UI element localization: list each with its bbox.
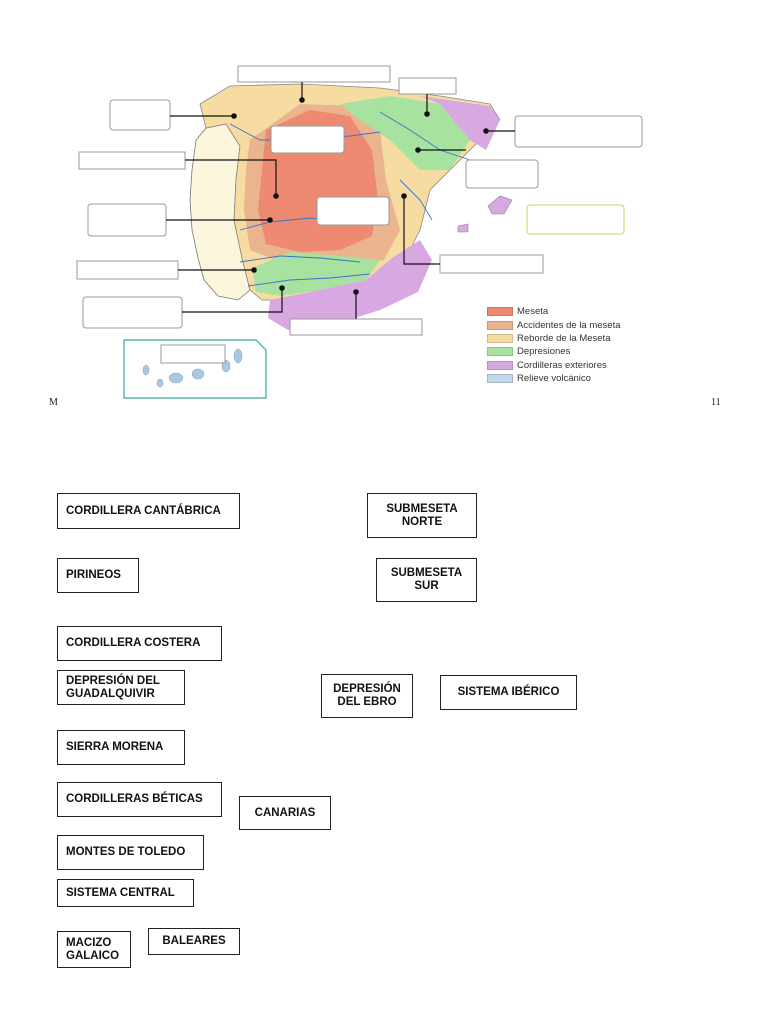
card-pirineos[interactable]	[57, 558, 139, 593]
card-text: SIERRA MORENA	[66, 741, 164, 753]
card-text: SISTEMA CENTRAL	[66, 886, 175, 899]
legend-label: Cordilleras exteriores	[517, 359, 607, 371]
card-sierra-morena[interactable]	[57, 730, 185, 765]
legend-item-meseta	[487, 305, 621, 318]
legend-swatch	[487, 347, 513, 356]
card-text: SUBMESETA SUR	[390, 567, 463, 592]
card-text: SISTEMA IBÉRICO	[457, 686, 560, 698]
card-canarias[interactable]	[239, 796, 331, 830]
card-sistema-central[interactable]	[57, 879, 194, 907]
card-text: PIRINEOS	[66, 569, 121, 581]
legend-swatch	[487, 361, 513, 370]
card-sistema-iberico[interactable]	[440, 675, 577, 710]
card-baleares[interactable]	[148, 928, 240, 955]
card-text: MONTES DE TOLEDO	[66, 846, 186, 858]
legend-label: Accidentes de la meseta	[517, 319, 621, 331]
card-submeseta-sur[interactable]	[376, 558, 477, 602]
card-text: BALEARES	[162, 935, 226, 947]
card-submeseta-norte[interactable]	[367, 493, 477, 538]
legend-label: Reborde de la Meseta	[517, 332, 611, 344]
card-montes-toledo[interactable]	[57, 835, 204, 870]
card-cordilleras-beticas[interactable]	[57, 782, 222, 817]
legend-label: Meseta	[517, 306, 549, 318]
card-text: CANARIAS	[254, 806, 316, 819]
card-text: MACIZO GALAICO	[66, 936, 120, 962]
legend-label: Depresiones	[517, 346, 571, 358]
page-mark-left: M	[49, 397, 58, 408]
card-text: SUBMESETA NORTE	[386, 502, 458, 528]
legend-label: Relieve volcánico	[517, 373, 591, 385]
legend-swatch	[487, 334, 513, 343]
card-text: CORDILLERA CANTÁBRICA	[66, 504, 221, 517]
card-macizo-galaico[interactable]	[57, 931, 131, 968]
card-text: DEPRESIÓN DEL GUADALQUIVIR	[66, 674, 160, 700]
iberian-relief-map	[0, 0, 768, 410]
card-cordillera-cantabrica[interactable]	[57, 493, 240, 529]
card-cordillera-costera[interactable]	[57, 626, 222, 661]
legend-item-depresiones	[487, 345, 621, 358]
legend-item-accidentes	[487, 318, 621, 331]
legend-item-volcanico	[487, 372, 621, 385]
legend-swatch	[487, 321, 513, 330]
legend-swatch	[487, 374, 513, 383]
card-text: CORDILLERAS BÉTICAS	[66, 793, 203, 805]
baleares-islands	[458, 196, 512, 232]
legend-item-reborde	[487, 332, 621, 345]
legend-item-cordilleras	[487, 359, 621, 372]
map-legend	[487, 305, 621, 385]
card-depresion-ebro[interactable]	[321, 674, 413, 718]
page-mark-right: 11	[711, 397, 721, 408]
card-text: CORDILLERA COSTERA	[66, 637, 201, 649]
card-text: DEPRESIÓN DEL EBRO	[333, 683, 401, 708]
legend-swatch	[487, 307, 513, 316]
card-depresion-guadalquivir[interactable]	[57, 670, 185, 705]
